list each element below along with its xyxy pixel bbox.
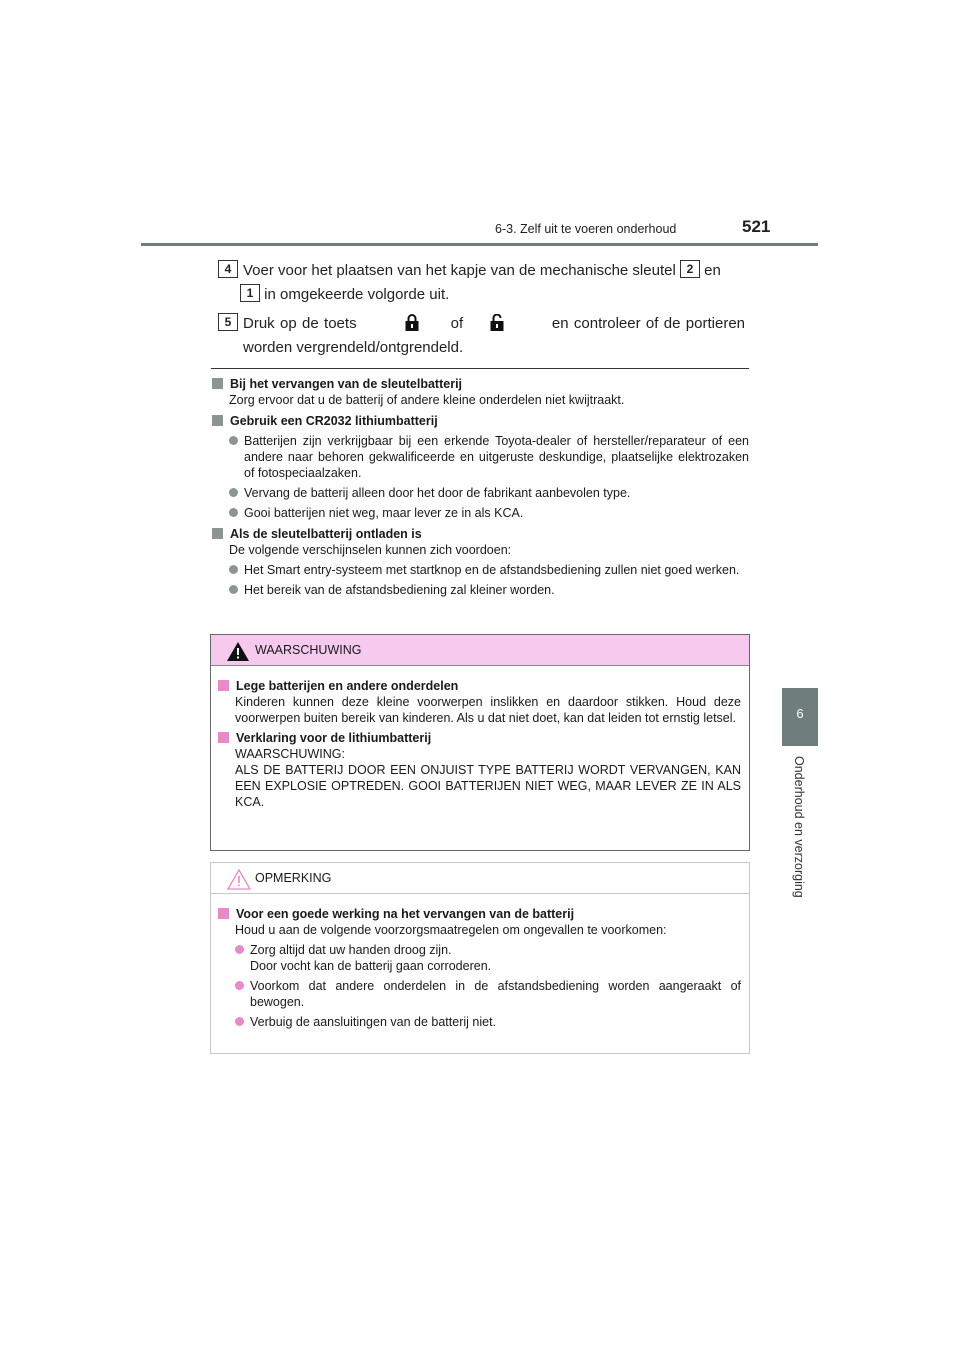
warning-item bbox=[217, 678, 741, 726]
note-block bbox=[211, 413, 749, 521]
step-text-part: en bbox=[704, 262, 721, 279]
circle-bullet-icon bbox=[235, 945, 244, 954]
step-number-badge: 4 bbox=[218, 260, 238, 278]
list-item bbox=[217, 942, 741, 974]
note-title: Bij het vervangen van de sleutelbatterij bbox=[211, 376, 749, 392]
circle-bullet-icon bbox=[229, 585, 238, 594]
list-item-text: Door vocht kan de batterij gaan corroderen. bbox=[250, 959, 492, 973]
step-ref-badge: 2 bbox=[680, 260, 700, 278]
warning-item-body: ALS DE BATTERIJ DOOR EEN ONJUIST TYPE BATTERIJ WORDT VERVANGEN, KAN EEN EXPLOSIE OPTREDEN. GOOI BATTERIJEN NIET WEG, MAAR LEVER ZE IN ALS KCA. bbox=[235, 763, 741, 809]
square-bullet-icon bbox=[212, 378, 223, 389]
circle-bullet-icon bbox=[229, 508, 238, 517]
lock-icon bbox=[405, 314, 419, 331]
notice-body bbox=[211, 894, 749, 1030]
list-item: Vervang de batterij alleen door het door de fabrikant aanbevolen type. bbox=[211, 485, 749, 501]
notice-header bbox=[211, 863, 749, 894]
list-item: Voorkom dat andere onderdelen in de afstandsbediening worden aangeraakt of bewogen. bbox=[217, 978, 741, 1010]
square-bullet-icon bbox=[218, 732, 229, 743]
step-4-text bbox=[243, 259, 745, 307]
list-item: Verbuig de aansluitingen van de batterij niet. bbox=[217, 1014, 741, 1030]
list-item: Het bereik van de afstandsbediening zal kleiner worden. bbox=[211, 582, 749, 598]
warning-body bbox=[211, 666, 749, 810]
list-item-text: Zorg altijd dat uw handen droog zijn. bbox=[250, 943, 452, 957]
step-text-part: Druk op de toets bbox=[243, 315, 357, 332]
note-title: Als de sleutelbatterij ontladen is bbox=[211, 526, 749, 542]
step-text-part: in omgekeerde volgorde uit. bbox=[264, 286, 450, 303]
note-block bbox=[211, 376, 749, 408]
section-divider bbox=[211, 368, 749, 369]
warning-item-title: Lege batterijen en andere onderdelen bbox=[217, 678, 741, 694]
warning-box bbox=[210, 634, 750, 851]
step-number-badge: 5 bbox=[218, 313, 238, 331]
square-bullet-icon bbox=[212, 528, 223, 539]
step-text-part: Voer voor het plaatsen van het kapje van de mechanische sleutel bbox=[243, 262, 676, 279]
list-item: Gooi batterijen niet weg, maar lever ze in als KCA. bbox=[211, 505, 749, 521]
warning-item-title: Verklaring voor de lithiumbatterij bbox=[217, 730, 741, 746]
step-ref-badge: 1 bbox=[240, 284, 260, 302]
circle-bullet-icon bbox=[229, 488, 238, 497]
circle-bullet-icon bbox=[229, 565, 238, 574]
step-5-text bbox=[243, 312, 745, 360]
page-number: 521 bbox=[742, 217, 771, 236]
chapter-tab: 6 bbox=[782, 688, 818, 746]
notes-section bbox=[211, 376, 749, 603]
note-title: Gebruik een CR2032 lithiumbatterij bbox=[211, 413, 749, 429]
notice-item-body: Houd u aan de volgende voorzorgsmaatregelen om ongevallen te voorkomen: bbox=[235, 923, 667, 937]
warning-triangle-icon bbox=[227, 642, 249, 661]
caution-outline-icon bbox=[227, 869, 251, 890]
list-item: Het Smart entry-systeem met startknop en de afstandsbediening zullen niet goed werken. bbox=[211, 562, 749, 578]
square-bullet-icon bbox=[218, 680, 229, 691]
header-section-title: 6-3. Zelf uit te voeren onderhoud bbox=[495, 222, 677, 236]
note-body: Zorg ervoor dat u de batterij of andere kleine onderdelen niet kwijtraakt. bbox=[229, 393, 625, 407]
square-bullet-icon bbox=[212, 415, 223, 426]
warning-label: WAARSCHUWING bbox=[255, 643, 362, 657]
step-text-part: of bbox=[450, 315, 464, 332]
square-bullet-icon bbox=[218, 908, 229, 919]
circle-bullet-icon bbox=[235, 981, 244, 990]
warning-header bbox=[211, 635, 749, 666]
step-4 bbox=[218, 259, 721, 303]
list-item: Batterijen zijn verkrijgbaar bij een erkende Toyota-dealer of hersteller/reparateur of een andere naar behoren gekwalificeerde en uitgeruste deskundige, plaatselijke elektrozaken of fotospeciaalzaken. bbox=[211, 433, 749, 481]
note-body: De volgende verschijnselen kunnen zich voordoen: bbox=[229, 543, 512, 557]
unlock-icon bbox=[490, 314, 504, 331]
step-text-part: en controleer of de portieren worden vergrendeld/ontgrendeld. bbox=[243, 315, 746, 356]
warning-item-body: Kinderen kunnen deze kleine voorwerpen inslikken en daardoor stikken. Houd deze voorwerpen buiten bereik van kinderen. Als u dat niet doet, kan dat leiden tot ernstig letsel. bbox=[235, 695, 741, 725]
circle-bullet-icon bbox=[229, 436, 238, 445]
note-block bbox=[211, 526, 749, 598]
step-5 bbox=[218, 312, 746, 356]
notice-box bbox=[210, 862, 750, 1054]
warning-item-body: WAARSCHUWING: bbox=[235, 747, 345, 761]
notice-item bbox=[217, 906, 741, 1030]
chapter-label: Onderhoud en verzorging bbox=[792, 756, 806, 898]
warning-item bbox=[217, 730, 741, 810]
header-rule bbox=[141, 243, 818, 246]
notice-label: OPMERKING bbox=[255, 871, 332, 885]
notice-item-title: Voor een goede werking na het vervangen van de batterij bbox=[217, 906, 741, 922]
circle-bullet-icon bbox=[235, 1017, 244, 1026]
